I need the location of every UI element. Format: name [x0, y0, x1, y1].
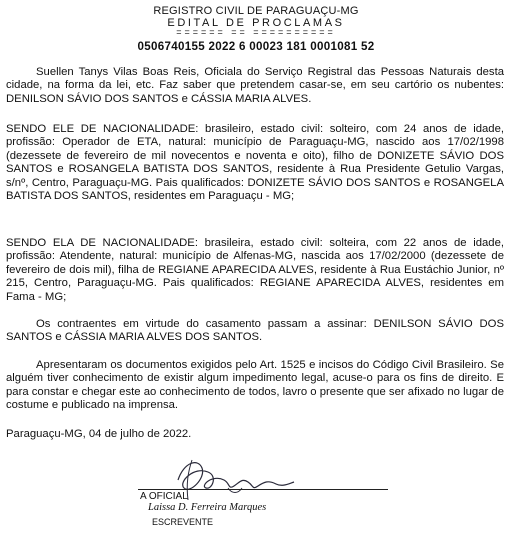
intro-paragraph: Suellen Tanys Vilas Boas Reis, Oficiala do Serviço Registral das Pessoas Naturais desta cidade, na forma da lei, etc. Faz saber que pretendem casar-se, em seu cartório os nubentes: DENILSON SÁVIO DOS SANTOS e CÁSSIA MARIA ALVES. — [6, 66, 504, 105]
new-names-paragraph: Os contraentes em virtude do casamento passam a assinar: DENILSON SÁVIO DOS SANTOS e CÁSSIA MARIA ALVES DOS SANTOS. — [6, 318, 504, 344]
handwritten-signature — [168, 454, 318, 504]
signer-name: Laissa D. Ferreira Marques — [148, 502, 267, 513]
signature-line — [138, 489, 388, 490]
signer-title: ESCREVENTE — [152, 517, 214, 527]
place-date: Paraguaçu-MG, 04 de julho de 2022. — [6, 428, 192, 440]
office-name: REGISTRO CIVIL DE PARAGUAÇU-MG — [153, 5, 359, 17]
document-title: EDITAL DE PROCLAMAS — [167, 17, 345, 29]
record-number: 0506740155 2022 6 00023 181 0001081 52 — [137, 40, 375, 53]
signature-role: A OFICIAL — [140, 491, 188, 502]
title-underline: ====== == ========== — [176, 27, 336, 37]
groom-paragraph: SENDO ELE DE NACIONALIDADE: brasileiro, estado civil: solteiro, com 24 anos de idade, profissão: Operador de ETA, natural: município de Paraguaçu-MG, nascido aos 17/02/1998 (dezessete de fevereiro de mil novecentos e noventa e oito), filho de DONIZETE SÁVIO DOS SANTOS e ROSANGELA BATISTA DOS SANTOS, residente à Rua Presidente Getulio Vargas, s/nº, Centro, Paraguaçu-MG. Pais qualificados: DONIZETE SÁVIO DOS SANTOS e ROSANGELA BATISTA DOS SANTOS, residentes em Paraguaçu - MG; — [6, 123, 504, 203]
closing-paragraph: Apresentaram os documentos exigidos pelo Art. 1525 e incisos do Código Civil Brasileiro. Se alguém tiver conhecimento de existir algum impedimento legal, acuse-o para os fins de direito. E para constar e chegar este ao conhecimento de todos, lavro o presente que ser afixado no lugar de costume e publicado na imprensa. — [6, 359, 504, 412]
bride-paragraph: SENDO ELA DE NACIONALIDADE: brasileira, estado civil: solteira, com 22 anos de idade, profissão: Atendente, natural: município de Alfenas-MG, nascida aos 17/02/2000 (dezessete de fevereiro de dois mil), filha de REGIANE APARECIDA ALVES, residente à Rua Eustáchio Junior, nº 215, Centro, Paraguaçu-MG. Pais qualificados: REGIANE APARECIDA ALVES, residentes em Fama - MG; — [6, 237, 504, 303]
